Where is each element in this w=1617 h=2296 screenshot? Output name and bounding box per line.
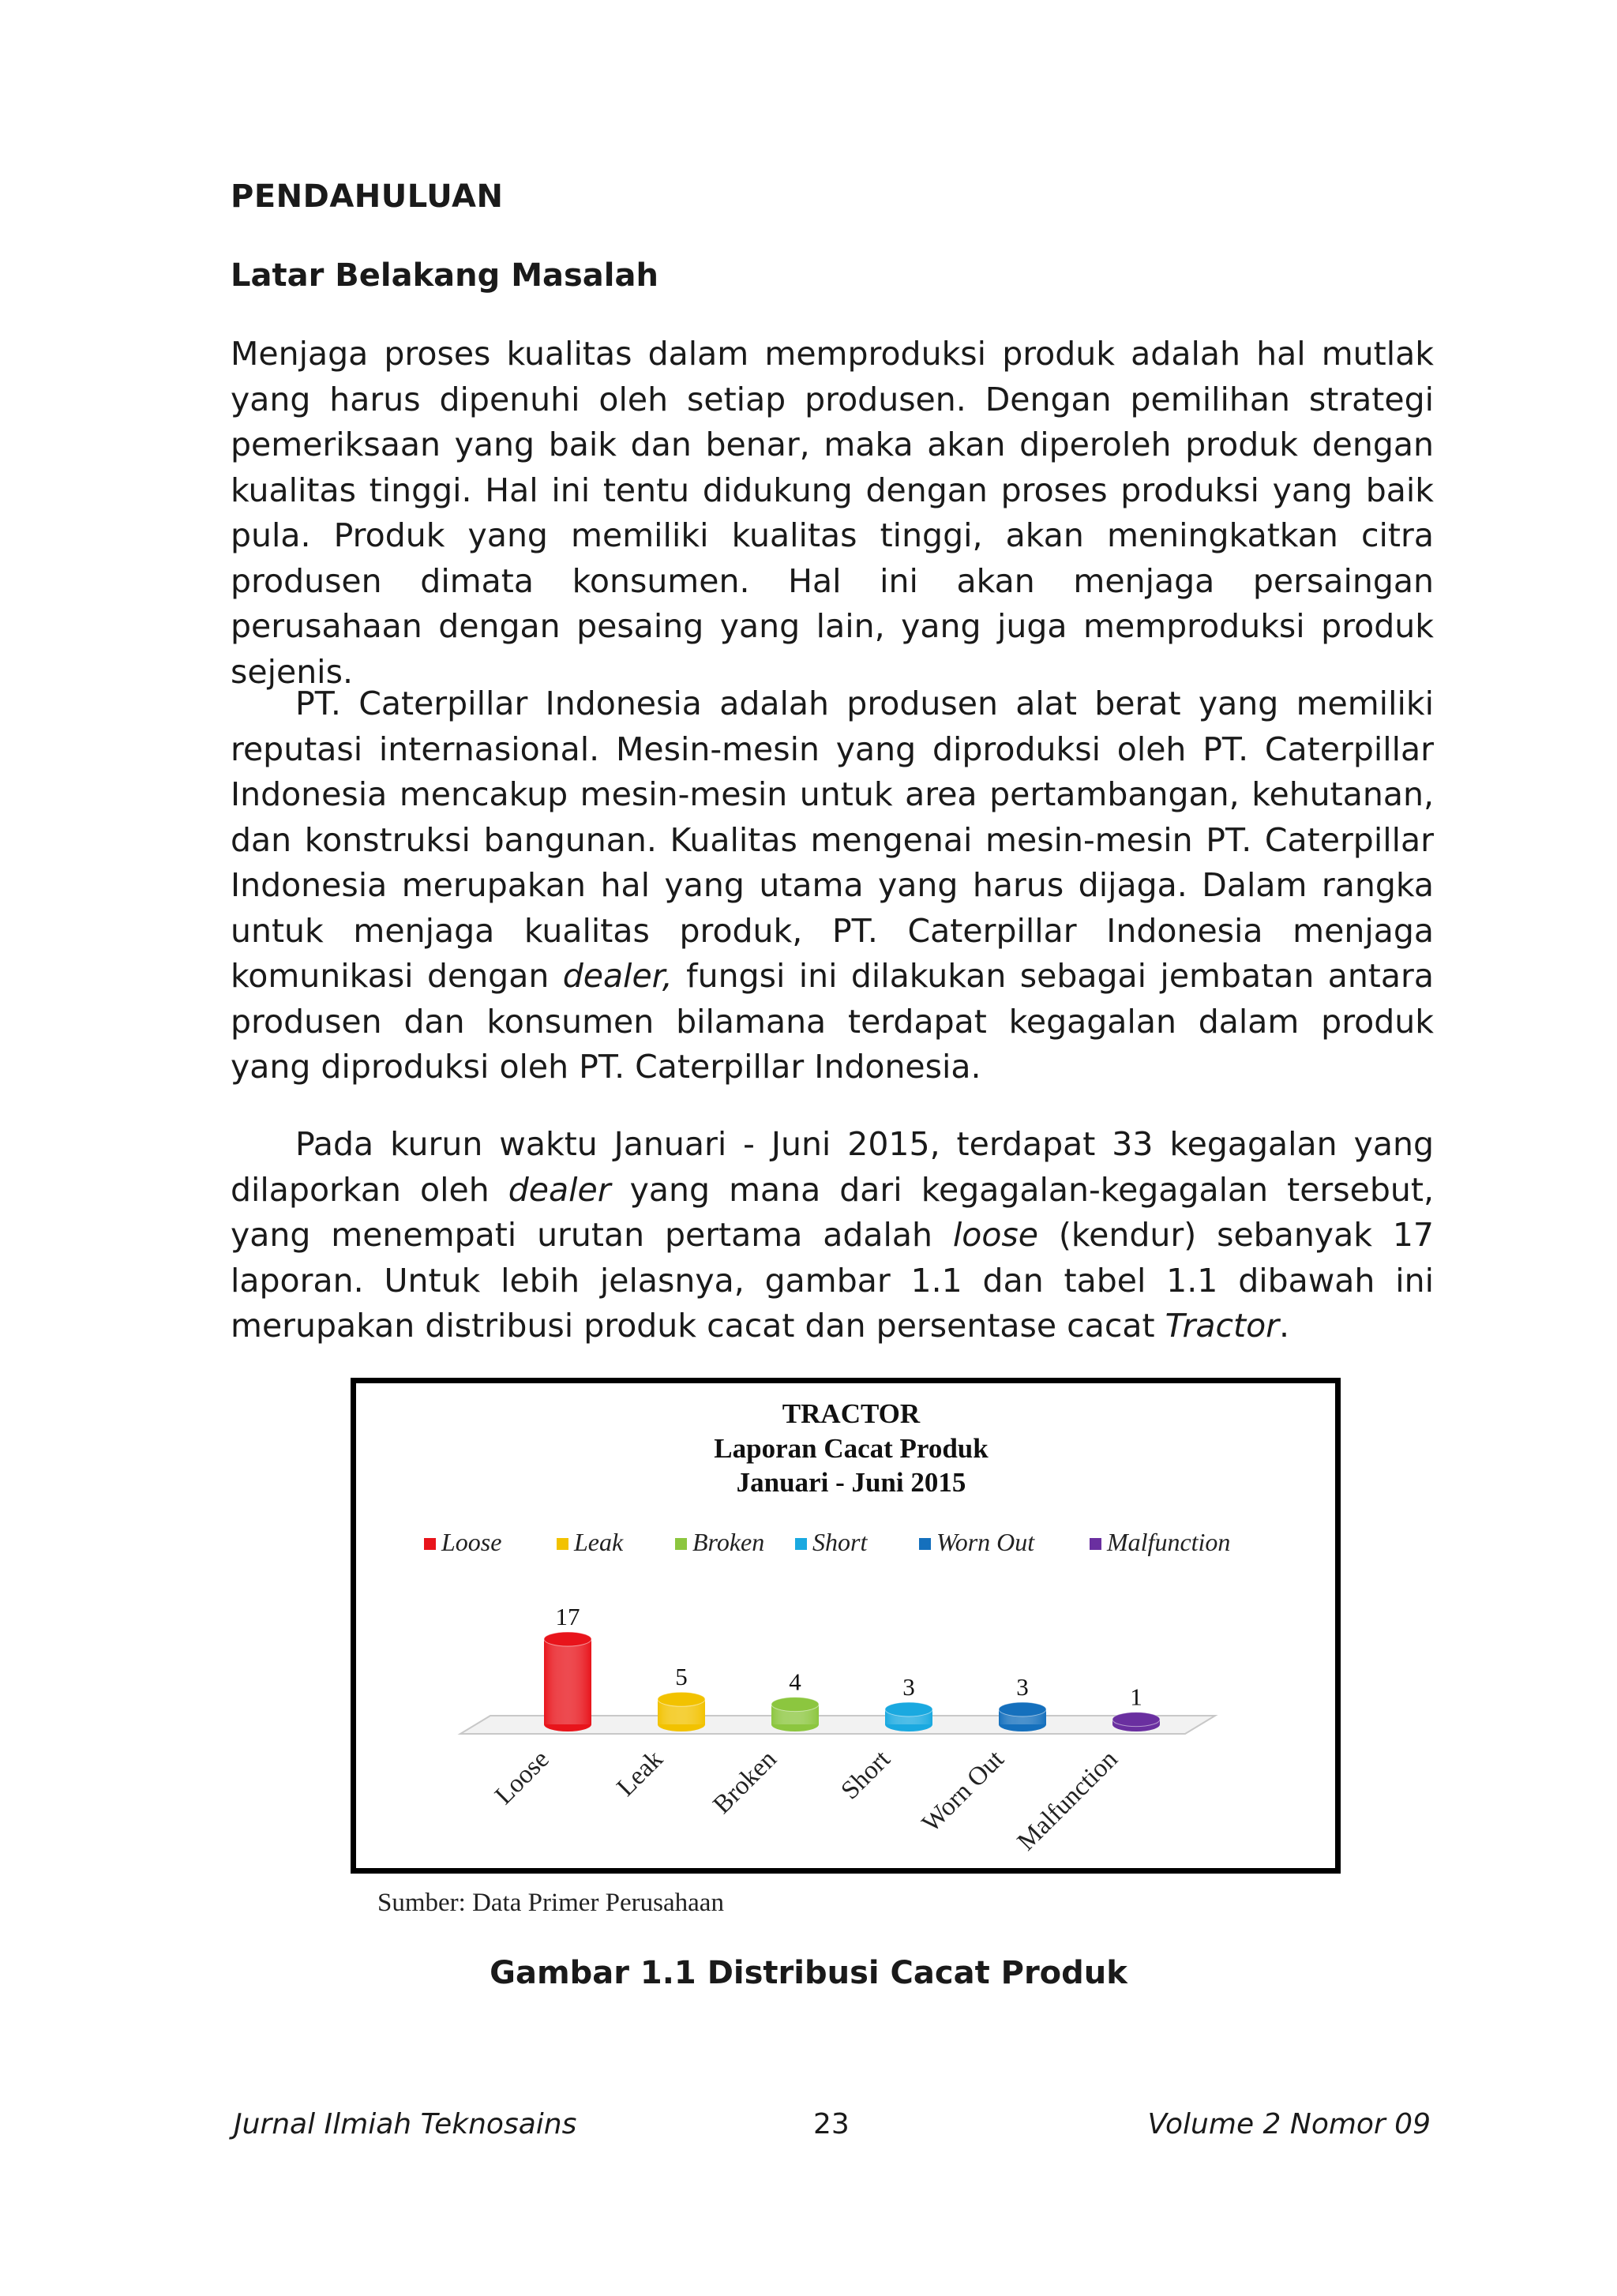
chart-figure [351,1378,1341,1874]
paragraph-2 [231,681,1434,1090]
x-label-malfunction: Malfunction [1011,1745,1124,1857]
legend-label-loose: Loose [441,1528,502,1556]
footer-page-number: 23 [813,2108,850,2140]
legend-item-malfunction [1090,1528,1230,1556]
paragraph-3-end: . [1279,1307,1290,1345]
chart-subtitle-1: Laporan Cacat Produk [714,1433,989,1464]
x-label-worn-out: Worn Out [917,1745,1010,1838]
legend-item-broken [675,1528,764,1556]
chart-subtitle-2: Januari - Juni 2015 [736,1467,966,1498]
bar-worn-out [999,1673,1046,1731]
paragraph-3-italic-tractor: Tractor [1165,1307,1280,1345]
bar-short [885,1673,932,1731]
legend-item-worn-out [919,1528,1035,1556]
value-label-leak: 5 [675,1663,688,1691]
legend-label-short: Short [812,1528,868,1556]
value-label-short: 3 [902,1672,915,1701]
legend-swatch-worn-out [919,1538,931,1550]
chart-x-labels [490,1745,1123,1856]
legend-label-leak: Leak [574,1528,624,1556]
x-label-loose: Loose [490,1745,555,1810]
x-label-broken: Broken [707,1745,782,1820]
chart-bars [544,1603,1160,1731]
paragraph-3 [231,1122,1434,1349]
legend-swatch-loose [424,1538,436,1550]
paragraph-1-text: Menjaga proses kualitas dalam memproduksi produk adalah hal mutlak yang harus dipenuhi oleh setiap produsen. Dengan pemilihan strategi pemeriksaan yang baik dan benar, maka akan diperoleh produk dengan kualitas tinggi. Hal ini tentu didukung dengan proses produksi yang baik pula. Produk yang memiliki kualitas tinggi, akan meningkatkan citra produsen dimata konsumen. Hal ini akan menjaga persaingan perusahaan dengan pesaing yang lain, yang juga memproduksi produk sejenis. [231,335,1434,691]
paragraph-3-italic-loose: loose [952,1216,1038,1254]
legend-label-malfunction: Malfunction [1107,1528,1231,1556]
footer-volume: Volume 2 Nomor 09 [1147,2108,1431,2140]
figure-source: Sumber: Data Primer Perusahaan [377,1889,724,1917]
bar-broken [771,1668,819,1731]
x-label-short: Short [835,1745,896,1806]
paragraph-3-text-c: (kendur) sebanyak 17 laporan. Untuk lebih jelasnya, gambar 1.1 dan tabel 1.1 dibawah ini merupakan distribusi produk cacat dan persentase cacat [231,1216,1434,1345]
footer-journal: Jurnal Ilmiah Teknosains [234,2108,577,2140]
section-title: PENDAHULUAN [231,178,504,215]
bar-top-loose [544,1632,591,1646]
bar-top-worn-out [999,1702,1046,1716]
paragraph-3-text-b: yang mana dari kegagalan-kegagalan tersebut, yang menempati urutan pertama adalah [231,1170,1434,1254]
value-label-loose: 17 [555,1603,580,1630]
value-label-malfunction: 1 [1130,1683,1142,1711]
legend-label-broken: Broken [692,1528,765,1556]
chart-legend [424,1528,1230,1556]
paragraph-2-text-b: fungsi ini dilakukan sebagai jembatan antara produsen dan konsumen bilamana terdapat kegagalan dalam produk yang diproduksi oleh PT. Caterpillar Indonesia. [231,957,1434,1086]
paragraph-1 [231,332,1434,695]
value-label-broken: 4 [789,1668,801,1696]
figure-caption: Gambar 1.1 Distribusi Cacat Produk [490,1955,1127,1991]
legend-swatch-leak [557,1538,568,1550]
bar-chart [356,1383,1335,1868]
bar-top-leak [658,1692,705,1706]
subsection-title: Latar Belakang Masalah [231,257,658,294]
paragraph-3-text-a: Pada kurun waktu Januari - Juni 2015, terdapat 33 kegagalan yang dilaporkan oleh [231,1125,1434,1209]
legend-item-leak [557,1528,624,1556]
legend-item-short [795,1528,868,1556]
legend-swatch-short [795,1538,807,1550]
paragraph-2-text-a: PT. Caterpillar Indonesia adalah produsen alat berat yang memiliki reputasi internasional. Mesin-mesin yang diproduksi oleh PT. Caterpillar Indonesia mencakup mesin-mesin untuk area pertambangan, kehutanan, dan konstruksi bangunan. Kualitas mengenai mesin-mesin PT. Caterpillar Indonesia merupakan hal yang utama yang harus dijaga. Dalam rangka untuk menjaga kualitas produk, PT. Caterpillar Indonesia menjaga komunikasi dengan [231,685,1434,995]
bar-top-malfunction [1112,1713,1160,1727]
bar-malfunction [1112,1683,1160,1731]
bar-loose [544,1603,591,1731]
chart-title: TRACTOR [782,1398,921,1429]
paragraph-3-italic-dealer: dealer [508,1170,611,1209]
legend-item-loose [424,1528,501,1556]
bar-top-broken [771,1698,819,1712]
value-label-worn-out: 3 [1016,1672,1029,1701]
paragraph-2-italic-dealer: dealer, [562,957,673,995]
bar-leak [658,1663,705,1731]
bar-shade-loose [544,1639,591,1724]
bar-top-short [885,1702,932,1716]
legend-swatch-broken [675,1538,687,1550]
legend-swatch-malfunction [1090,1538,1101,1550]
legend-label-worn-out: Worn Out [936,1528,1035,1556]
x-label-leak: Leak [611,1745,669,1803]
